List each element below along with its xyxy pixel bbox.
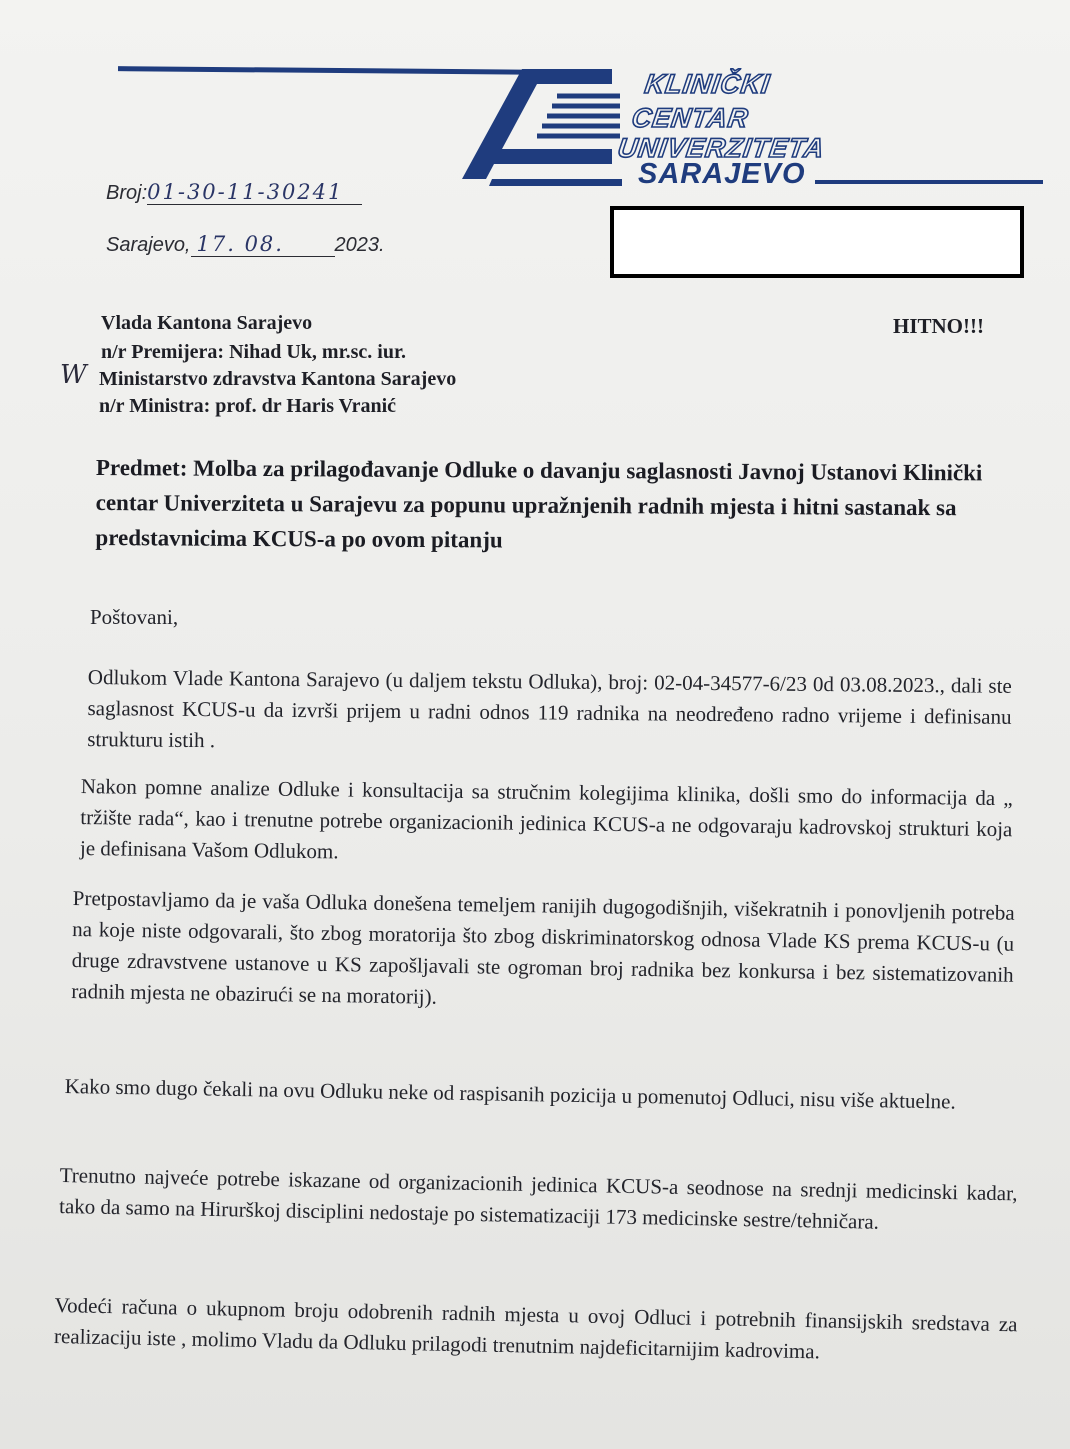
body-paragraph-5: Trenutno najveće potrebe iskazane od organizacionih jedinica KCUS-a seodnose na srednji medicinski kadar, tako da samo na Hirurškoj disciplini nedostaje po sistematizaciji 173 medicinske sestre/tehničara. — [58, 1162, 1018, 1234]
letterhead-line-3: UNIVERZITETA — [615, 133, 827, 163]
letterhead-rule-right — [815, 180, 1043, 184]
urgent-label: HITNO!!! — [893, 314, 984, 338]
date-value: 17. 08. — [191, 232, 335, 257]
letter-date — [106, 232, 385, 257]
body-paragraph-1: Odlukom Vlade Kantona Sarajevo (u daljem tekstu Odluka), broj: 02-04-34577-6/23 0d 03.08.2023., dali ste saglasnost KCUS-u da izvrši prijem u radni odnos 119 radnika na neodređeno radno vrijeme i definisanu strukturu istih . — [87, 664, 1012, 753]
kcus-logo-icon — [462, 64, 632, 189]
date-year: 2023. — [334, 234, 385, 256]
body-paragraph-3: Pretpostavljamo da je vaša Odluka donešena temeljem ranijih dugogodišnjih, višekratnih i ponovljenih potreba na koje niste odgovarali, što zbog moratorija što zbog diskriminatorskog odnosa Vlade KS prema KCUS-u (u druge zdravstvene ustanove u KS zapošljavali ste ogroman broj radnika bez konkursa i bez sistematizovanih radnih mjesta ne obazirući se na moratorij). — [71, 885, 1015, 1009]
body-paragraph-4: Kako smo dugo čekali na ovu Odluku neke od raspisanih pozicija u pomenutoj Odluci, nisu više aktuelne. — [64, 1073, 956, 1114]
date-place: Sarajevo, — [106, 234, 191, 256]
reference-label: Broj: — [106, 182, 148, 204]
addressee-line-4: n/r Ministra: prof. dr Haris Vranić — [99, 395, 397, 417]
body-paragraph-2: Nakon pomne analize Odluke i konsultacija sa stručnim kolegijima klinika, došli smo do informacija da „ tržište rada“, kao i trenutne potrebe organizacionih jedinica KCUS-a ne odgovaraju kadrovskoj strukturi koja je definisana Vašom Odlukom. — [79, 773, 1013, 864]
letterhead-line-2: CENTAR — [629, 103, 751, 133]
addressee-line-2: n/r Premijera: Nihad Uk, mr.sc. iur. — [101, 341, 406, 363]
subject-line: Predmet: Molba za prilagođavanje Odluke o davanju saglasnosti Javnoj Ustanovi Klinički centar Univerziteta u Sarajevu za popunu upražnjenih radnih mjesta i hitni sastanak sa predstavnicima KCUS-a po ovom pitanju — [95, 454, 983, 553]
greeting: Poštovani, — [90, 605, 179, 629]
redaction-box — [610, 206, 1024, 278]
reference-number — [106, 180, 362, 205]
letterhead-line-4: SARAJEVO — [638, 158, 806, 190]
body-paragraph-6: Vodeći računa o ukupnom broju odobrenih radnih mjesta u ovoj Odluci i potrebnih finansijskih sredstava za realizaciju iste , molimo Vladu da Odluku prilagodi trenutnim najdeficitarnijim kadrovima. — [53, 1292, 1018, 1364]
letterhead-line-1: KLINIČKI — [642, 69, 773, 99]
handwritten-margin-mark: W — [60, 360, 87, 390]
reference-value: 01-30-11-30241 — [147, 180, 362, 205]
addressee-line-3: Ministarstvo zdravstva Kantona Sarajevo — [99, 368, 457, 390]
addressee-line-1: Vlada Kantona Sarajevo — [101, 312, 313, 334]
